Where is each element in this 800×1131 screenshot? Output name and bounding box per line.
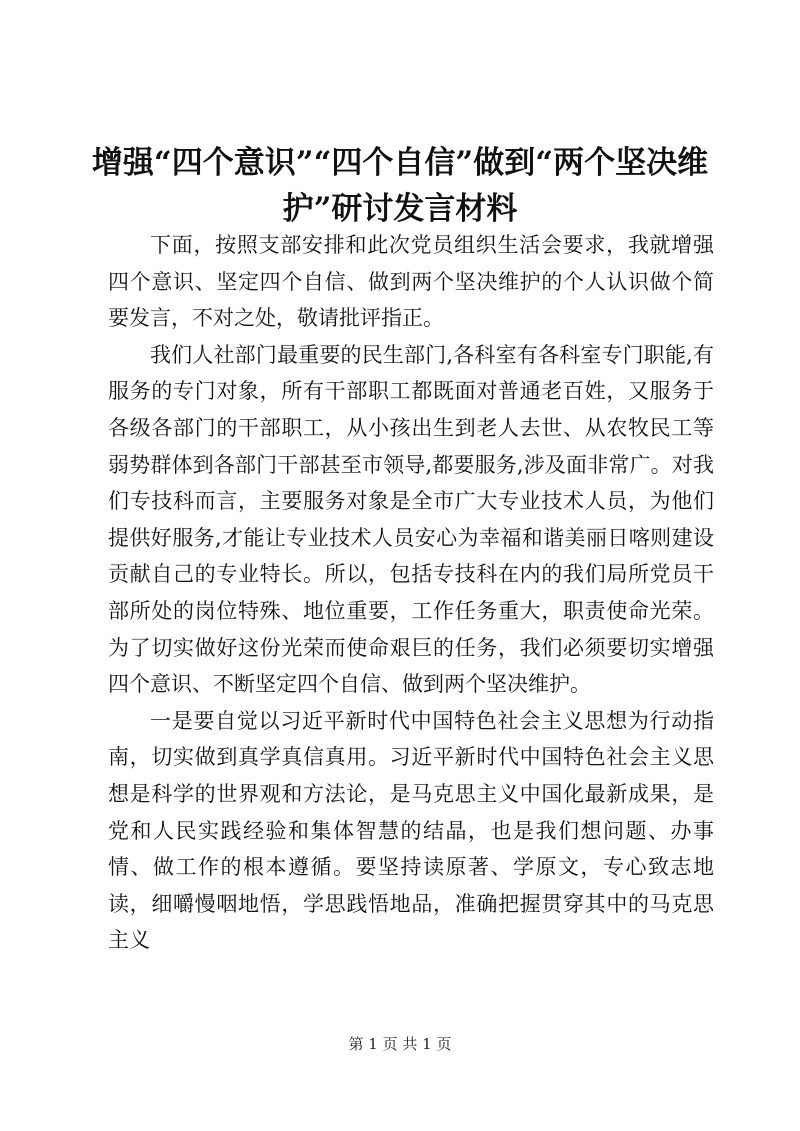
paragraph: 下面，按照支部安排和此次党员组织生活会要求，我就增强四个意识、坚定四个自信、做到两个坚决维护的个人认识做个简要发言，不对之处，敬请批评指正。 (108, 233, 714, 331)
paragraph: 一是要自觉以习近平新时代中国特色社会主义思想为行动指南，切实做到真学真信真用。习近平新时代中国特色社会主义思想是科学的世界观和方法论，是马克思主义中国化最新成果，是党和人民实践经验和集体智慧的结晶，也是我们想问题、办事情、做工作的根本遵循。要坚持读原著、学原文，专心致志地读，细嚼慢咽地悟，学思践悟地品，准确把握贯穿其中的马克思主义 (108, 708, 714, 953)
page-footer: 第 1 页 共 1 页 (348, 1035, 452, 1053)
page-title: 增强“四个意识”“四个自信”做到“两个坚决维护”研讨发言材料 (91, 145, 709, 227)
paragraph: 我们人社部门最重要的民生部门,各科室有各科室专门职能,有服务的专门对象，所有干部职工都既面对普通老百姓，又服务于各级各部门的干部职工，从小孩出生到老人去世、从农牧民工等弱势群体到各部门干部甚至市领导,都要服务,涉及面非常广。对我们专技科而言，主要服务对象是全市广大专业技术人员，为他们提供好服务,才能让专业技术人员安心为幸福和谐美丽日喀则建设贡献自己的专业特长。所以，包括专技科在内的我们局所党员干部所处的岗位特殊、地位重要，工作任务重大，职责使命光荣。为了切实做好这份光荣而使命艰巨的任务，我们必须要切实增强四个意识、不断坚定四个自信、做到两个坚决维护。 (108, 342, 714, 697)
document-body (108, 227, 714, 959)
